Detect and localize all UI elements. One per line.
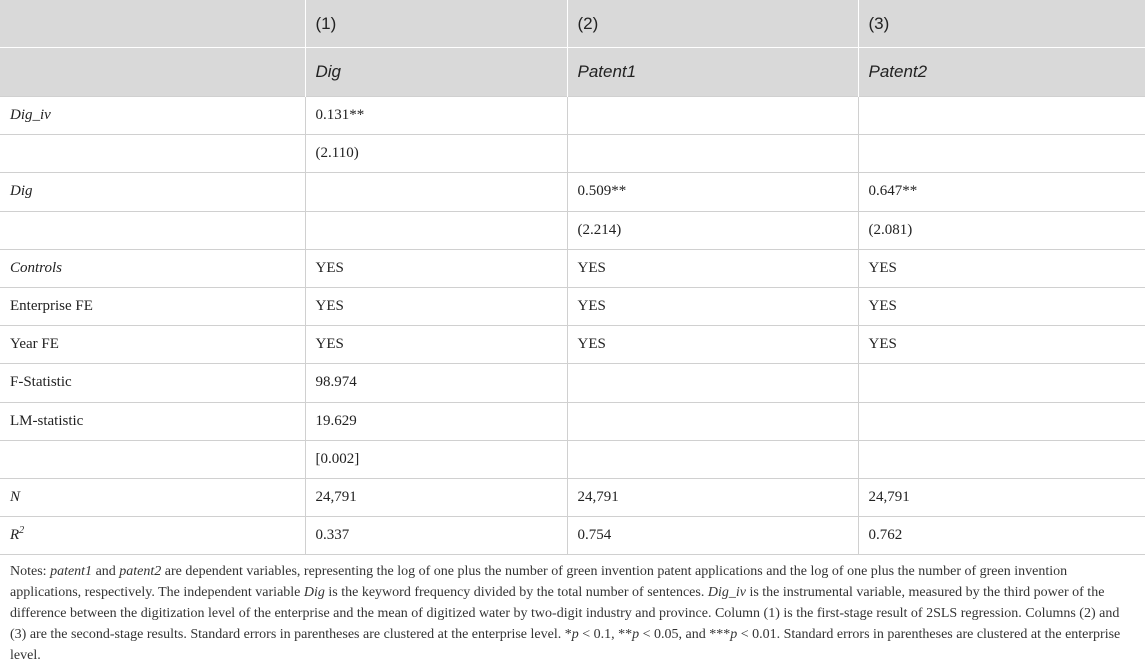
row-label-text: Dig xyxy=(10,183,33,200)
table-row xyxy=(0,326,1145,364)
table-cell-col2: 24,791 xyxy=(567,478,858,516)
table-header xyxy=(0,0,1145,97)
dependent-variable-3: Patent2 xyxy=(858,48,1145,97)
notes-text: is the instrumental variable, measured by the third power of the difference between the digitization level of the enterprise and the mean of digitized water by two-digit industry and province. Column (1) is the first-stage result of 2SLS regression. Columns (2) and (3) are the second-stage results. Standard errors in parentheses are clustered at the enterprise level. * xyxy=(10,585,1120,643)
table-cell-col3: YES xyxy=(858,287,1145,325)
table-cell-col3 xyxy=(858,135,1145,173)
notes-var-patent2: patent2 xyxy=(119,564,162,580)
table-row xyxy=(0,135,1145,173)
table-row xyxy=(0,249,1145,287)
table-row xyxy=(0,478,1145,516)
row-label-superscript: 2 xyxy=(19,525,25,537)
header-corner-2 xyxy=(0,48,305,97)
table-cell-col2: YES xyxy=(567,287,858,325)
table-cell-col2 xyxy=(567,135,858,173)
table-cell-col1: [0.002] xyxy=(305,440,567,478)
table-row xyxy=(0,287,1145,325)
row-label xyxy=(0,97,305,135)
table-cell-col1: 98.974 xyxy=(305,364,567,402)
notes-text: is the keyword frequency divided by the total number of sentences. xyxy=(324,585,708,601)
row-label xyxy=(0,249,305,287)
table-notes xyxy=(0,555,1145,666)
row-label xyxy=(0,402,305,440)
notes-var-dig-iv: Dig_iv xyxy=(707,585,746,601)
dependent-variable-2: Patent1 xyxy=(567,48,858,97)
table-cell-col3: YES xyxy=(858,249,1145,287)
column-number-1: (1) xyxy=(305,0,567,48)
table-cell-col3: 24,791 xyxy=(858,478,1145,516)
table-cell-col3 xyxy=(858,402,1145,440)
table-cell-col1: 0.131** xyxy=(305,97,567,135)
row-label-text: Controls xyxy=(10,259,62,276)
row-label-text: Enterprise FE xyxy=(10,298,93,315)
row-label-text: N xyxy=(10,488,21,505)
header-corner xyxy=(0,0,305,48)
row-label xyxy=(0,135,305,173)
table-cell-col3: (2.081) xyxy=(858,211,1145,249)
notes-text: Notes: xyxy=(10,564,51,580)
table-cell-col1: YES xyxy=(305,326,567,364)
table-cell-col2 xyxy=(567,402,858,440)
table-cell-col3: 0.762 xyxy=(858,517,1145,555)
notes-text: < 0.01. Standard errors in parentheses are clustered at the enterprise level. xyxy=(10,627,1121,664)
table-cell-col3 xyxy=(858,97,1145,135)
notes-text: < 0.05, and *** xyxy=(639,627,731,643)
row-label xyxy=(0,364,305,402)
dependent-variable-1: Dig xyxy=(305,48,567,97)
table-cell-col1: (2.110) xyxy=(305,135,567,173)
notes-text: and xyxy=(92,564,120,580)
notes-text: are dependent variables, representing the log of one plus the number of green invention patent applications and the log of one plus the number of green invention applications, respectively. The independent variable xyxy=(10,564,1068,601)
table-cell-col1: 24,791 xyxy=(305,478,567,516)
table-row xyxy=(0,211,1145,249)
row-label xyxy=(0,326,305,364)
row-label xyxy=(0,517,305,555)
table-row xyxy=(0,517,1145,555)
row-label-text: F-Statistic xyxy=(10,374,72,391)
table-cell-col2: YES xyxy=(567,249,858,287)
table-body xyxy=(0,97,1145,555)
table-cell-col1 xyxy=(305,211,567,249)
table-cell-col1: YES xyxy=(305,249,567,287)
notes-text: < 0.1, ** xyxy=(578,627,633,643)
table-cell-col2: (2.214) xyxy=(567,211,858,249)
table-cell-col2: 0.754 xyxy=(567,517,858,555)
table-row xyxy=(0,402,1145,440)
column-number-2: (2) xyxy=(567,0,858,48)
column-number-3: (3) xyxy=(858,0,1145,48)
table-cell-col2: YES xyxy=(567,326,858,364)
notes-p-symbol: p xyxy=(730,627,738,643)
table-cell-col2 xyxy=(567,97,858,135)
table-cell-col1: 0.337 xyxy=(305,517,567,555)
table-cell-col3: 0.647** xyxy=(858,173,1145,211)
table-cell-col3: YES xyxy=(858,326,1145,364)
header-row-column-numbers xyxy=(0,0,1145,48)
row-label xyxy=(0,211,305,249)
notes-var-dig: Dig xyxy=(303,585,325,601)
table-row xyxy=(0,173,1145,211)
table-cell-col3 xyxy=(858,364,1145,402)
row-label-text: LM-statistic xyxy=(10,412,84,429)
table-cell-col1 xyxy=(305,173,567,211)
table-row xyxy=(0,440,1145,478)
row-label xyxy=(0,173,305,211)
row-label xyxy=(0,287,305,325)
row-label-text: R xyxy=(10,527,20,544)
notes-var-patent1: patent1 xyxy=(50,564,93,580)
row-label xyxy=(0,478,305,516)
table-cell-col2 xyxy=(567,440,858,478)
header-row-dependent-variables xyxy=(0,48,1145,97)
table-cell-col2 xyxy=(567,364,858,402)
notes-p-symbol: p xyxy=(571,627,579,643)
table-cell-col3 xyxy=(858,440,1145,478)
table-row xyxy=(0,364,1145,402)
row-label-text: Year FE xyxy=(10,336,59,353)
row-label xyxy=(0,440,305,478)
table-cell-col1: 19.629 xyxy=(305,402,567,440)
table-row xyxy=(0,97,1145,135)
table-cell-col1: YES xyxy=(305,287,567,325)
row-label-text: Dig_iv xyxy=(10,107,51,124)
table-cell-col2: 0.509** xyxy=(567,173,858,211)
notes-p-symbol: p xyxy=(632,627,640,643)
